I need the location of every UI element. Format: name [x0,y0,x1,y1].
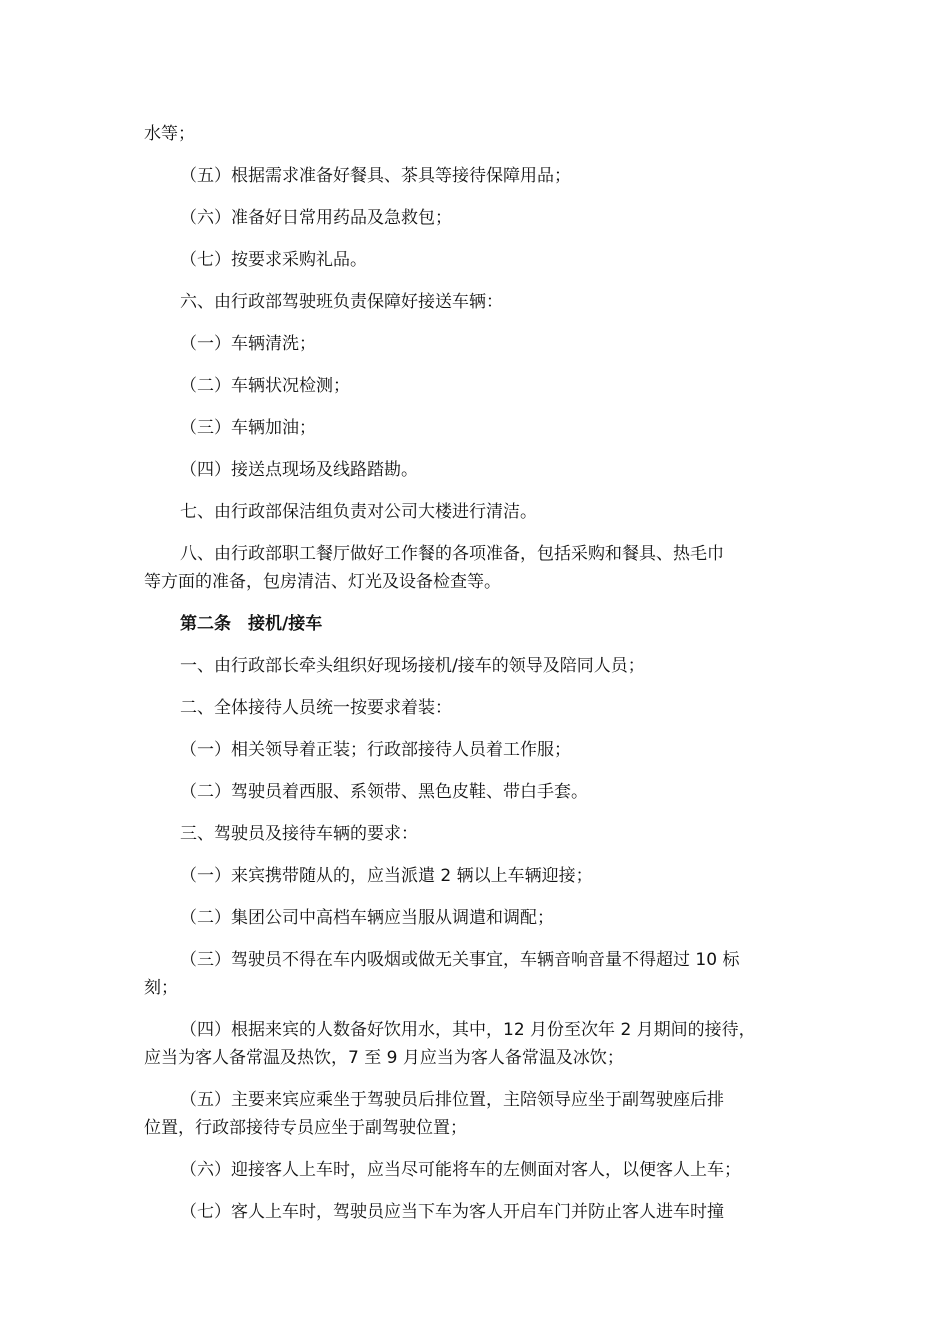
paragraph-line: 一、由行政部长牵头组织好现场接机/接车的领导及陪同人员； [180,656,645,676]
paragraph-line: 二、全体接待人员统一按要求着装： [180,698,452,718]
paragraph-line: （一）车辆清洗； [180,334,316,354]
paragraph-line: （五）根据需求准备好餐具、茶具等接待保障用品； [180,166,571,186]
paragraph-line: （二）集团公司中高档车辆应当服从调遣和调配； [180,908,554,928]
paragraph-line: 八、由行政部职工餐厅做好工作餐的各项准备，包括采购和餐具、热毛巾 [180,544,724,564]
paragraph-line: 七、由行政部保洁组负责对公司大楼进行清洁。 [180,502,537,522]
paragraph-line: 三、驾驶员及接待车辆的要求： [180,824,418,844]
paragraph-line: （二）车辆状况检测； [180,376,350,396]
paragraph-line: （四）根据来宾的人数备好饮用水，其中，12 月份至次年 2 月期间的接待， [180,1020,756,1040]
paragraph-line: （三）驾驶员不得在车内吸烟或做无关事宜，车辆音响音量不得超过 10 标 [180,950,740,970]
paragraph-line: （五）主要来宾应乘坐于驾驶员后排位置，主陪领导应坐于副驾驶座后排 [180,1090,724,1110]
paragraph-line: （一）来宾携带随从的，应当派遣 2 辆以上车辆迎接； [180,866,593,886]
paragraph-line: （一）相关领导着正装；行政部接待人员着工作服； [180,740,571,760]
paragraph-line: 位置，行政部接待专员应坐于副驾驶位置； [144,1118,467,1138]
paragraph-line: （三）车辆加油； [180,418,316,438]
paragraph-line: 等方面的准备，包房清洁、灯光及设备检查等。 [144,572,501,592]
paragraph-line: （二）驾驶员着西服、系领带、黑色皮鞋、带白手套。 [180,782,588,802]
paragraph-line: 刻； [144,978,178,998]
paragraph-line: （七）客人上车时，驾驶员应当下车为客人开启车门并防止客人进车时撞 [180,1202,724,1222]
paragraph-line: （七）按要求采购礼品。 [180,250,367,270]
section-heading: 第二条 接机/接车 [180,614,323,634]
paragraph-line: （四）接送点现场及线路踏勘。 [180,460,418,480]
paragraph-line: 六、由行政部驾驶班负责保障好接送车辆： [180,292,503,312]
paragraph-line: 应当为客人备常温及热饮，7 至 9 月应当为客人备常温及冰饮； [144,1048,624,1068]
paragraph-line: 水等； [144,124,195,144]
paragraph-line: （六）准备好日常用药品及急救包； [180,208,452,228]
paragraph-line: （六）迎接客人上车时，应当尽可能将车的左侧面对客人，以便客人上车； [180,1160,741,1180]
